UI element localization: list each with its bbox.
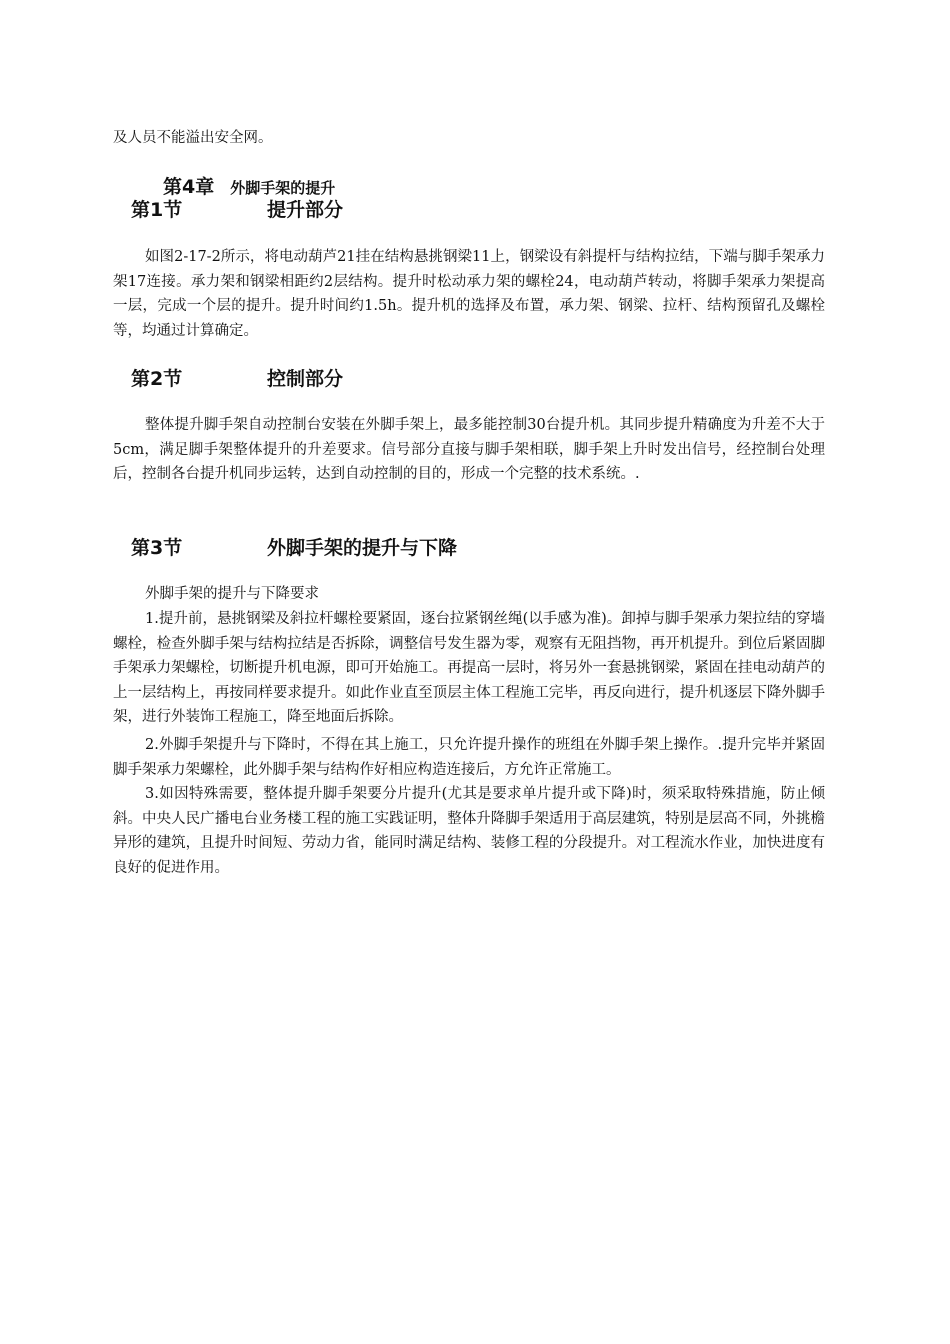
section-1-heading (131, 197, 344, 223)
section-3-paragraph-4: 3.如因特殊需要，整体提升脚手架要分片提升(尤其是要求单片提升或下降)时，须采取特殊措施，防止倾斜。中央人民广播电台业务楼工程的施工实践证明，整体升降脚手架适用于高层建筑，特别是层高不同，外挑檐异形的建筑，且提升时间短、劳动力省，能同时满足结构、装修工程的分段提升。对工程流水作业，加快进度有良好的促进作用。 (113, 786, 825, 876)
section-3-paragraph-3: 2.外脚手架提升与下降时，不得在其上施工，只允许提升操作的班组在外脚手架上操作。.提升完毕并紧固脚手架承力架螺栓，此外脚手架与结构作好相应构造连接后，方允许正常施工。 (113, 737, 825, 778)
section-2-number: 第2节 (131, 368, 183, 390)
section-1-title: 提升部分 (267, 199, 344, 221)
section-3-paragraph-2: 1.提升前，悬挑钢梁及斜拉杆螺栓要紧固，逐台拉紧钢丝绳(以手感为准)。卸掉与脚手架承力架拉结的穿墙螺栓，检查外脚手架与结构拉结是否拆除，调整信号发生器为零，观察有无阻挡物，再开机提升。到位后紧固脚手架承力架螺栓，切断提升机电源，即可开始施工。再提高一层时，将另外一套悬挑钢梁，紧固在挂电动葫芦的上一层结构上，再按同样要求提升。如此作业直至顶层主体工程施工完毕，再反向进行，提升机逐层下降外脚手架，进行外装饰工程施工，降至地面后拆除。 (113, 611, 825, 725)
chapter-heading (163, 172, 335, 199)
section-3-title: 外脚手架的提升与下降 (267, 537, 458, 559)
section-2-paragraph-1: 整体提升脚手架自动控制台安装在外脚手架上，最多能控制30台提升机。其同步提升精确度为升差不大于5cm，满足脚手架整体提升的升差要求。信号部分直接与脚手架相联，脚手架上升时发出信号，经控制台处理后，控制各台提升机同步运转，达到自动控制的目的，形成一个完整的技术系统。. (113, 417, 825, 482)
section-1-number: 第1节 (131, 199, 183, 221)
intro-line: 及人员不能溢出安全网。 (113, 130, 273, 146)
section-3-heading (131, 535, 458, 561)
section-2-heading (131, 366, 344, 392)
chapter-title: 外脚手架的提升 (230, 179, 336, 197)
section-2-title: 控制部分 (267, 368, 344, 390)
chapter-number: 第4章 (163, 176, 215, 198)
section-3-number: 第3节 (131, 537, 183, 559)
section-3-paragraph-1: 外脚手架的提升与下降要求 (145, 586, 319, 602)
section-1-paragraph-1: 如图2-17-2所示，将电动葫芦21挂在结构悬挑钢梁11上，钢梁设有斜提杆与结构拉结，下端与脚手架承力架17连接。承力架和钢梁相距约2层结构。提升时松动承力架的螺栓24，电动葫芦转动，将脚手架承力架提高一层，完成一个层的提升。提升时间约1.5h。提升机的选择及布置，承力架、钢梁、拉杆、结构预留孔及螺栓等，均通过计算确定。 (113, 249, 825, 339)
